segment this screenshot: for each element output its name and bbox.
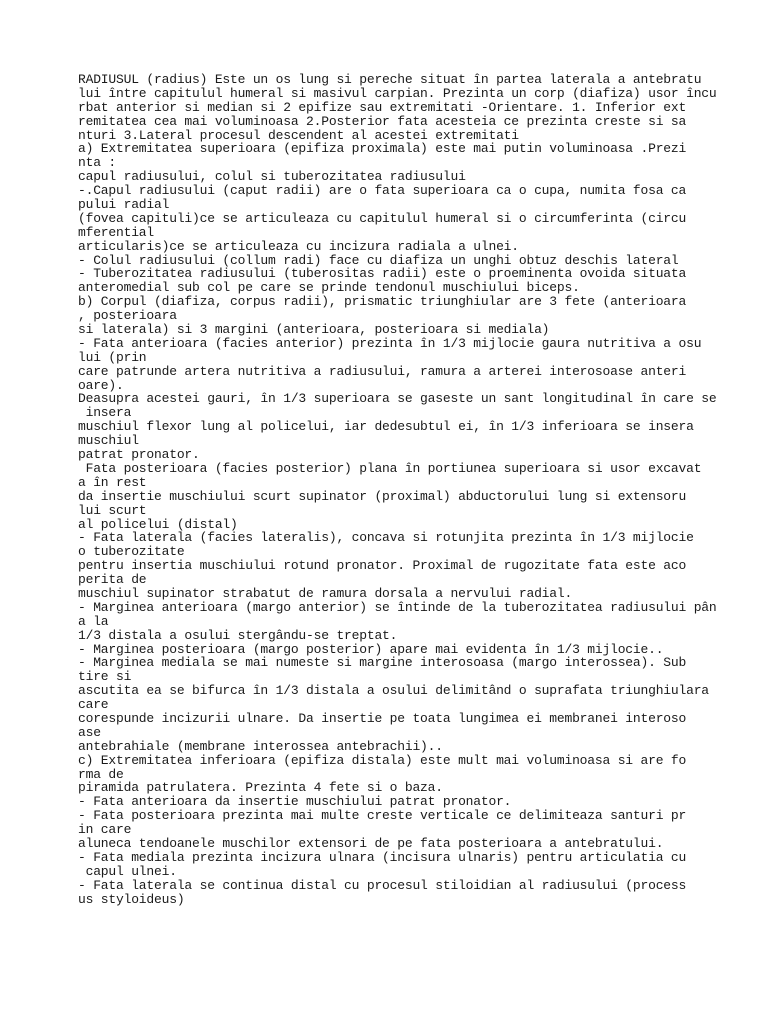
text-line: lui (prin (78, 349, 147, 365)
text-line: pentru insertia muschiului rotund pronator. Proximal de rugozitate fata este aco (78, 558, 687, 574)
text-line: corespunde incizurii ulnare. Da insertie pe toata lungimea ei membranei interoso (78, 710, 687, 726)
text-line: insera (78, 405, 132, 421)
text-line: us styloideus) (78, 891, 185, 907)
text-line: Deasupra acestei gauri, în 1/3 superioara se gaseste un sant longitudinal în care se (78, 391, 717, 407)
text-line: lui scurt (78, 502, 147, 518)
text-line: - Fata laterala (facies lateralis), concava si rotunjita prezinta în 1/3 mijlocie (78, 530, 694, 546)
text-line: al policelui (distal) (78, 516, 238, 532)
text-line: ascutita ea se bifurca în 1/3 distala a osului delimitând o suprafata triunghiulara (78, 683, 709, 699)
text-line: , posterioara (78, 308, 177, 324)
text-line: nta : (78, 155, 117, 171)
text-line: b) Corpul (diafiza, corpus radii), prismatic triunghiular are 3 fete (anterioara (78, 294, 687, 310)
text-line: RADIUSUL (radius) Este un os lung si pereche situat în partea laterala a antebratu (78, 72, 702, 87)
text-line: patrat pronator. (78, 447, 200, 463)
text-line: piramida patrulatera. Prezinta 4 fete si o baza. (78, 780, 443, 796)
text-line: care patrunde artera nutritiva a radiusului, ramura a arterei interosoase anteri (78, 363, 687, 379)
text-line: a în rest (78, 474, 147, 490)
text-line: mferential (78, 224, 155, 240)
text-line: muschiul flexor lung al policelui, iar dedesubtul ei, în 1/3 inferioara se insera (78, 419, 694, 435)
text-line: a) Extremitatea superioara (epifiza proximala) este mai putin voluminoasa .Prezi (78, 141, 687, 157)
text-line: aluneca tendoanele muschilor extensori de pe fata posterioara a antebratului. (78, 835, 664, 851)
text-line: - Marginea anterioara (margo anterior) se întinde de la tuberozitatea radiusului pân (78, 599, 717, 615)
text-line: si laterala) si 3 margini (anterioara, posterioara si mediala) (78, 322, 550, 338)
text-line: - Fata anterioara (facies anterior) prezinta în 1/3 mijlocie gaura nutritiva a osu (78, 335, 702, 351)
text-line: -.Capul radiusului (caput radii) are o fata superioara ca o cupa, numita fosa ca (78, 183, 687, 199)
text-line: care (78, 697, 109, 713)
text-line: muschiul supinator strabatut de ramura dorsala a nervului radial. (78, 585, 573, 601)
text-line: lui între capitulul humeral si masivul carpian. Prezinta un corp (diafiza) usor încu (78, 85, 717, 101)
text-line: in care (78, 822, 132, 838)
text-line: nturi 3.Lateral procesul descendent al acestei extremitati (78, 127, 519, 143)
text-line: - Tuberozitatea radiusului (tuberositas radii) este o proeminenta ovoida situata (78, 266, 687, 282)
text-line: oare). (78, 377, 124, 393)
text-line: da insertie muschiului scurt supinator (proximal) abductorului lung si extensoru (78, 488, 687, 504)
text-line: (fovea capituli)ce se articuleaza cu capitulul humeral si o circumferinta (circu (78, 210, 687, 226)
text-line: rma de (78, 766, 124, 782)
text-line: anteromedial sub col pe care se prinde tendonul muschiului biceps. (78, 280, 580, 296)
text-line: - Fata posterioara prezinta mai multe creste verticale ce delimiteaza santuri pr (78, 808, 687, 824)
text-line: - Fata laterala se continua distal cu procesul stiloidian al radiusului (process (78, 877, 687, 893)
text-line: - Colul radiusului (collum radi) face cu diafiza un unghi obtuz deschis lateral (78, 252, 679, 268)
text-line: - Fata anterioara da insertie muschiului patrat pronator. (78, 794, 512, 810)
text-line: ase (78, 724, 101, 740)
text-line: muschiul (78, 433, 139, 449)
text-line: o tuberozitate (78, 544, 185, 560)
text-line: Fata posterioara (facies posterior) plana în portiunea superioara si usor excavat (78, 460, 702, 476)
text-line: - Marginea posterioara (margo posterior) apare mai evidenta în 1/3 mijlocie.. (78, 641, 664, 657)
text-line: tire si (78, 669, 132, 685)
text-line: 1/3 distala a osului stergându-se treptat. (78, 627, 398, 643)
text-line: capul radiusului, colul si tuberozitatea radiusului (78, 169, 466, 185)
text-line: - Marginea mediala se mai numeste si margine interosoasa (margo interossea). Sub (78, 655, 687, 671)
text-line: rbat anterior si median si 2 epifize sau extremitati -Orientare. 1. Inferior ext (78, 99, 687, 115)
text-line: capul ulnei. (78, 863, 177, 879)
text-line: - Fata mediala prezinta incizura ulnara (incisura ulnaris) pentru articulatia cu (78, 849, 687, 865)
text-line: perita de (78, 572, 147, 588)
document-body-text (78, 73, 758, 906)
text-line: remitatea cea mai voluminoasa 2.Posterior fata acesteia ce prezinta creste si sa (78, 113, 687, 129)
text-line: c) Extremitatea inferioara (epifiza distala) este mult mai voluminoasa si are fo (78, 752, 687, 768)
text-line: articularis)ce se articuleaza cu incizura radiala a ulnei. (78, 238, 519, 254)
text-line: antebrahiale (membrane interossea antebrachii).. (78, 738, 443, 754)
text-line: pului radial (78, 197, 170, 213)
text-line: a la (78, 613, 109, 629)
